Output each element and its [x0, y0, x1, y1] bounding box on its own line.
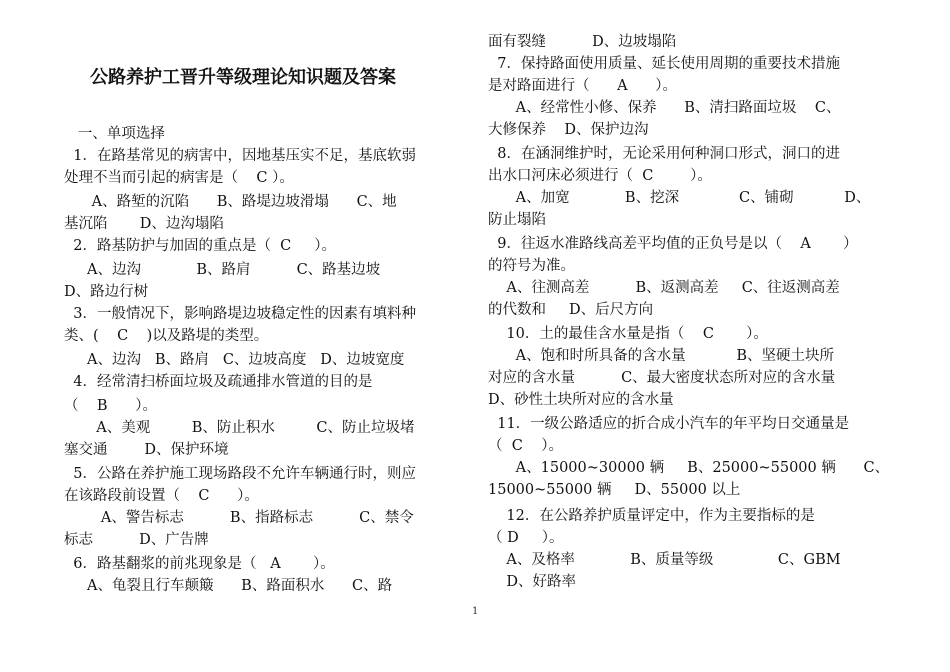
text-line: （ C ）。 — [488, 438, 563, 454]
text-line: 4．经常清扫桥面垃圾及疏通排水管道的目的是 — [64, 374, 373, 390]
text-line: A、龟裂且行车颠簸 B、路面积水 C、路 — [64, 578, 393, 594]
text-line: A、警告标志 B、指路标志 C、禁令 — [64, 510, 414, 526]
text-line: 6．路基翻浆的前兆现象是（ A ）。 — [64, 556, 335, 572]
text-line: A、加宽 B、挖深 C、铺砌 D、 — [488, 190, 871, 206]
text-line: A、边沟 B、路肩 C、边坡高度 D、边坡宽度 — [64, 352, 405, 368]
text-line: A、往测高差 B、返测高差 C、往返测高差 — [488, 280, 840, 296]
text-line: 5．公路在养护施工现场路段不允许车辆通行时，则应 — [64, 466, 416, 482]
text-line: 面有裂缝 D、边坡塌陷 — [488, 34, 677, 50]
text-line: 对应的含水量 C、最大密度状态所对应的含水量 — [488, 370, 836, 386]
text-line: 15000~55000 辆 D、55000 以上 — [488, 482, 741, 498]
text-line: A、15000~30000 辆 B、25000~55000 辆 C、 — [488, 460, 890, 476]
text-line: 11．一级公路适应的折合成小汽车的年平均日交通量是 — [488, 416, 850, 432]
text-line: 一、单项选择 — [64, 126, 165, 142]
text-line: 是对路面进行（ A ）。 — [488, 78, 678, 94]
text-line: 基沉陷 D、边沟塌陷 — [64, 216, 224, 232]
text-line: 9．往返水准路线高差平均值的正负号是以（ A ） — [488, 236, 858, 252]
text-line: 类、( C )以及路堤的类型。 — [64, 328, 269, 344]
text-line: A、经常性小修、保养 B、清扫路面垃圾 C、 — [488, 100, 841, 116]
page-number: 1 — [472, 606, 479, 617]
text-line: 10．土的最佳含水量是指（ C ）。 — [488, 326, 768, 342]
text-line: 出水口河床必须进行（ C ）。 — [488, 168, 712, 184]
text-line: A、美观 B、防止积水 C、防止垃圾堵 — [64, 420, 415, 436]
text-line: 3．一般情况下，影响路堤边坡稳定性的因素有填料种 — [64, 306, 416, 322]
text-line: 标志 D、广告牌 — [64, 532, 209, 548]
text-line: 处理不当而引起的病害是（ C ）。 — [64, 170, 294, 186]
page-title: 公路养护工晋升等级理论知识题及答案 — [90, 67, 396, 88]
text-line: D、好路率 — [488, 574, 577, 590]
text-line: 防止塌陷 — [488, 212, 546, 228]
text-line: （ D ）。 — [488, 530, 564, 546]
text-line: D、砂性土块所对应的含水量 — [488, 392, 674, 408]
text-line: 的代数和 D、后尺方向 — [488, 302, 654, 318]
text-line: 在该路段前设置（ C ）。 — [64, 488, 259, 504]
text-line: 大修保养 D、保护边沟 — [488, 122, 649, 138]
text-line: 塞交通 D、保护环境 — [64, 442, 229, 458]
text-line: D、路边行树 — [64, 284, 149, 300]
text-line: 1．在路基常见的病害中，因地基压实不足，基底软弱 — [64, 148, 416, 164]
text-line: 8．在涵洞维护时，无论采用何种洞口形式，洞口的进 — [488, 146, 840, 162]
text-line: A、及格率 B、质量等级 C、GBM — [488, 552, 841, 568]
text-line: 2．路基防护与加固的重点是（ C ）。 — [64, 238, 337, 254]
text-line: 12．在公路养护质量评定中，作为主要指标的是 — [488, 508, 815, 524]
text-line: A、边沟 B、路肩 C、路基边坡 — [64, 262, 381, 278]
text-line: 7．保持路面使用质量、延长使用周期的重要技术措施 — [488, 56, 840, 72]
text-line: （ B ）。 — [64, 398, 157, 414]
text-line: 的符号为准。 — [488, 258, 575, 274]
text-line: A、路堑的沉陷 B、路堤边坡滑塌 C、地 — [64, 194, 397, 210]
text-line: A、饱和时所具备的含水量 B、坚硬土块所 — [488, 348, 834, 364]
